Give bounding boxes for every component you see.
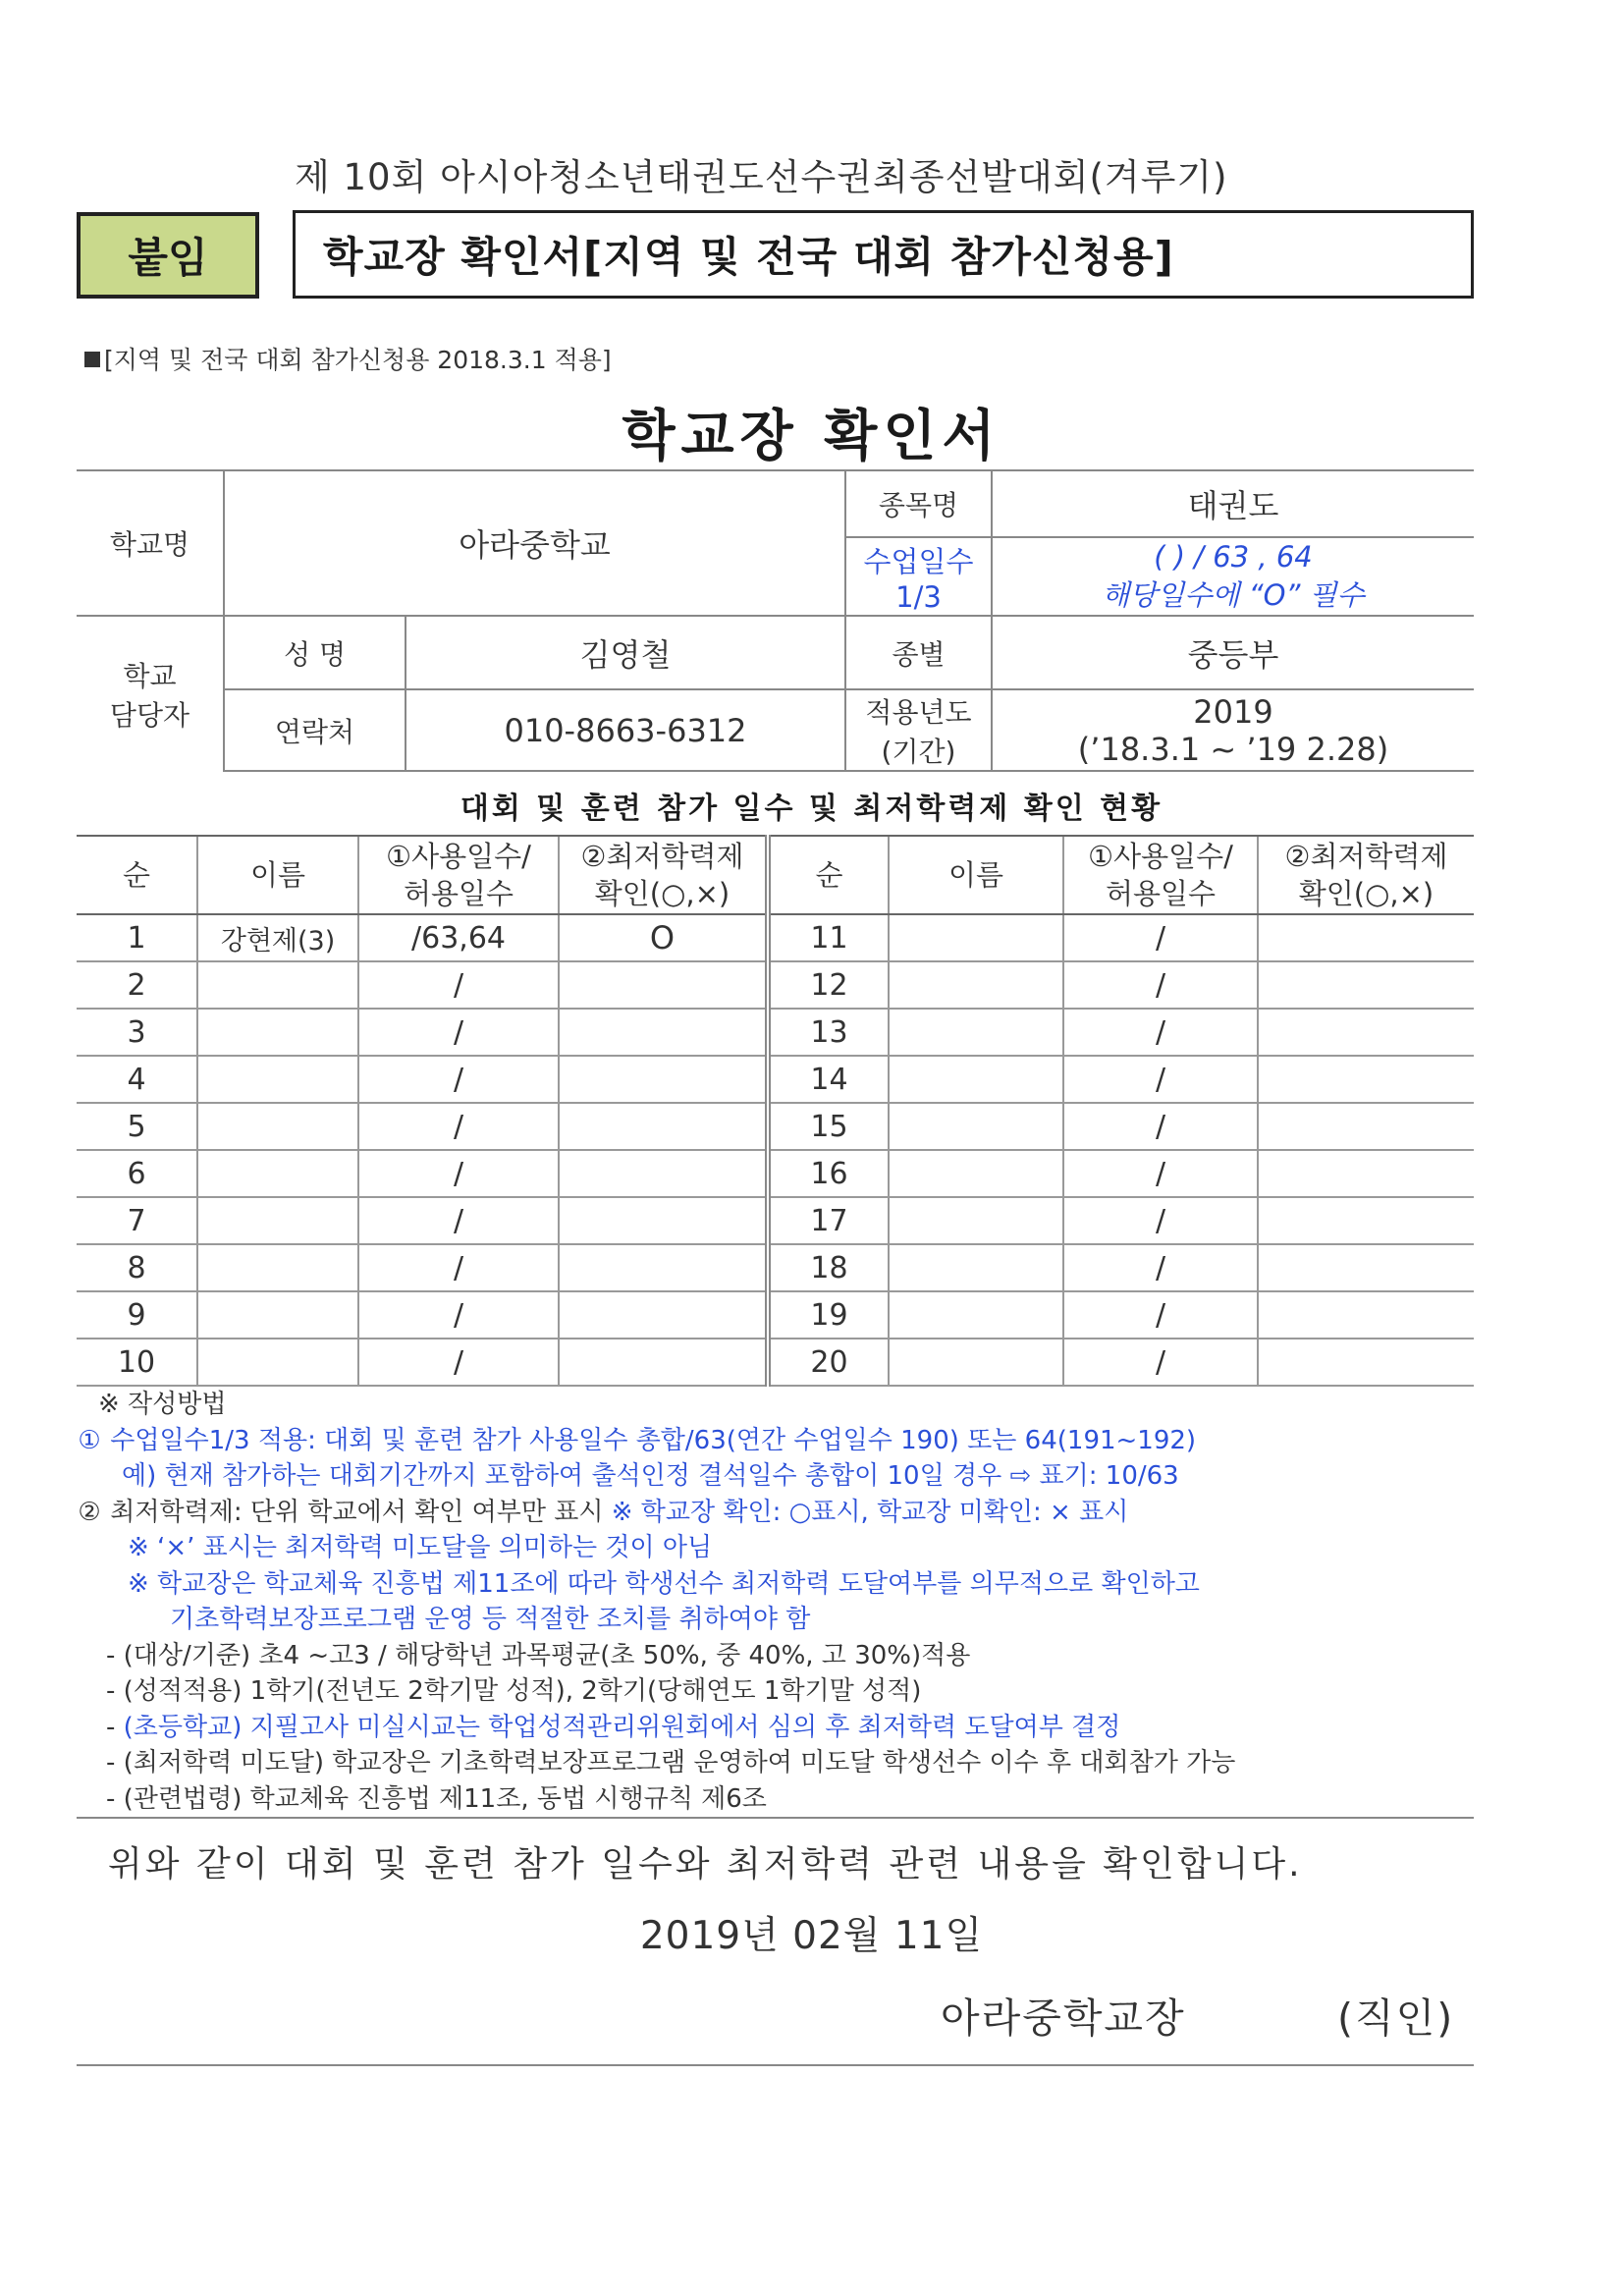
- principal-title: 아라중학교장: [941, 1995, 1186, 2042]
- row-days-right: /: [1063, 1056, 1258, 1103]
- col-no: 순: [77, 836, 197, 914]
- row-days-right: /: [1063, 1244, 1258, 1291]
- row-name-right: [889, 1197, 1063, 1244]
- row-days-right: /: [1063, 1103, 1258, 1150]
- square-bullet-icon: [84, 352, 100, 367]
- table-row: [77, 1291, 1474, 1339]
- note-1-text: 수업일수1/3 적용: 대회 및 훈련 참가 사용일수 총합/63(연간 수업일수 190) 또는 64(191~192): [110, 1425, 1197, 1455]
- col-no-right: 순: [768, 836, 889, 914]
- table-row: [77, 914, 1474, 961]
- row-check: [559, 1244, 768, 1291]
- col-days-right: [1063, 836, 1258, 914]
- detail-3-text: (초등학교) 지필고사 미실시교는 학업성적관리위원회에서 심의 후 최저학력 도달여부 결정: [123, 1712, 1121, 1742]
- row-days-right: /: [1063, 1339, 1258, 1386]
- participation-table: [77, 835, 1474, 1387]
- class-days-label-line1: 수업일수: [863, 544, 974, 578]
- division-value: 중등부: [992, 616, 1474, 689]
- section-title: 대회 및 훈련 참가 일수 및 최저학력제 확인 현황: [460, 792, 1163, 826]
- row-number: 6: [77, 1150, 197, 1197]
- row-name-right: [889, 914, 1063, 961]
- row-check-right: [1258, 1009, 1474, 1056]
- event-value: 태권도: [992, 470, 1474, 537]
- row-days-right: /: [1063, 1197, 1258, 1244]
- row-days: /: [358, 1291, 559, 1339]
- note-1-number: ①: [78, 1425, 101, 1455]
- row-number-right: 19: [768, 1291, 889, 1339]
- issue-date: 2019년 02월 11일: [639, 1914, 984, 1958]
- table-row: [77, 961, 1474, 1009]
- note-2-sub-1: ※ ‘×’ 표시는 최저학력 미도달을 의미하는 것이 아님: [128, 1533, 713, 1562]
- row-number-right: 18: [768, 1244, 889, 1291]
- table-row: [77, 1244, 1474, 1291]
- row-name: [197, 1009, 358, 1056]
- row-name: [197, 1197, 358, 1244]
- bottom-divider: [77, 2064, 1474, 2066]
- row-name-right: [889, 1244, 1063, 1291]
- note-2-sub-3: 기초학력보장프로그램 운영 등 적절한 조치를 취하여야 함: [170, 1605, 811, 1634]
- class-days-value-line1: ( ) / 63 , 64: [1154, 539, 1313, 574]
- row-number: 5: [77, 1103, 197, 1150]
- row-days: /: [358, 1339, 559, 1386]
- row-check-right: [1258, 1103, 1474, 1150]
- detail-2: - (성적적용) 1학기(전년도 2학기말 성적), 2학기(당해연도 1학기말 성적): [106, 1676, 922, 1706]
- name-label: 성 명: [224, 616, 406, 689]
- col-days-line2: 허용일수: [403, 877, 514, 910]
- row-number: 7: [77, 1197, 197, 1244]
- row-name: [197, 1150, 358, 1197]
- division-label: 종별: [845, 616, 992, 689]
- row-number-right: 11: [768, 914, 889, 961]
- row-check-right: [1258, 1150, 1474, 1197]
- note-2-number: ②: [78, 1497, 101, 1527]
- col-days-right-line1: ①사용일수/: [1088, 840, 1233, 873]
- note-2-text: 최저학력제: 단위 학교에서 확인 여부만 표시: [110, 1497, 612, 1527]
- table-row: [77, 1339, 1474, 1386]
- col-days-line1: ①사용일수/: [386, 840, 531, 873]
- row-number-right: 15: [768, 1103, 889, 1150]
- row-name: 강현제(3): [197, 914, 358, 961]
- manager-label: [77, 616, 224, 771]
- note-2: [77, 1495, 1490, 1531]
- col-min-academic: [559, 836, 768, 914]
- row-days-right: /: [1063, 1009, 1258, 1056]
- row-number: 9: [77, 1291, 197, 1339]
- instructions: [77, 1387, 1490, 1817]
- detail-5: - (관련법령) 학교체육 진흥법 제11조, 동법 시행규칙 제6조: [106, 1783, 767, 1814]
- row-number-right: 13: [768, 1009, 889, 1056]
- note-1: [77, 1423, 1490, 1459]
- year-label-line1: 적용년도: [865, 695, 972, 729]
- row-days: /: [358, 1009, 559, 1056]
- row-number-right: 20: [768, 1339, 889, 1386]
- col-days: [358, 836, 559, 914]
- row-days-right: /: [1063, 914, 1258, 961]
- row-name: [197, 1056, 358, 1103]
- row-name: [197, 1291, 358, 1339]
- table-header-row: [77, 836, 1474, 914]
- row-number: 1: [77, 914, 197, 961]
- row-check: [559, 1056, 768, 1103]
- row-check-right: [1258, 1339, 1474, 1386]
- row-days: /63,64: [358, 914, 559, 961]
- row-days: /: [358, 1103, 559, 1150]
- row-number: 3: [77, 1009, 197, 1056]
- year-value-line1: 2019: [1193, 692, 1273, 731]
- row-check: [559, 1150, 768, 1197]
- row-check: [559, 961, 768, 1009]
- col-min-line1: ②최저학력제: [580, 840, 744, 873]
- note-1-example: 예) 현재 참가하는 대회기간까지 포함하여 출석인정 결석일수 총합이 10일 경우 ⇨ 표기: 10/63: [122, 1461, 1179, 1491]
- official-seal: (직인): [1337, 1995, 1455, 2042]
- row-check-right: [1258, 1197, 1474, 1244]
- row-name: [197, 1244, 358, 1291]
- row-days-right: /: [1063, 1291, 1258, 1339]
- row-number: 2: [77, 961, 197, 1009]
- confirmation-text: 위와 같이 대회 및 훈련 참가 일수와 최저학력 관련 내용을 확인합니다.: [108, 1844, 1303, 1885]
- row-days: /: [358, 1197, 559, 1244]
- row-check-right: [1258, 961, 1474, 1009]
- name-value: 김영철: [406, 616, 845, 689]
- instructions-heading: ※ 작성방법: [98, 1390, 227, 1419]
- row-days: /: [358, 1150, 559, 1197]
- detail-3-dash: -: [106, 1712, 124, 1742]
- page-title: 학교장 확인서: [622, 405, 1001, 468]
- table-row: [77, 1150, 1474, 1197]
- table-row: [77, 1009, 1474, 1056]
- year-label-line2: (기간): [881, 735, 956, 768]
- class-days-label-line2: 1/3: [895, 579, 942, 614]
- row-number-right: 12: [768, 961, 889, 1009]
- row-name-right: [889, 1056, 1063, 1103]
- row-check: O: [559, 914, 768, 961]
- row-number-right: 17: [768, 1197, 889, 1244]
- col-name: 이름: [197, 836, 358, 914]
- contact-label: 연락처: [224, 689, 406, 771]
- row-number: 10: [77, 1339, 197, 1386]
- col-min-academic-right: [1258, 836, 1474, 914]
- row-name-right: [889, 961, 1063, 1009]
- col-min-line2: 확인(○,×): [594, 877, 730, 910]
- contest-title: 제 10회 아시아청소년태권도선수권최종선발대회(겨루기): [295, 156, 1228, 198]
- manager-label-line2: 담당자: [109, 698, 190, 732]
- note-2-marking: ※ 학교장 확인: ○표시, 학교장 미확인: × 표시: [611, 1497, 1129, 1527]
- row-check: [559, 1339, 768, 1386]
- row-name-right: [889, 1339, 1063, 1386]
- row-check: [559, 1103, 768, 1150]
- attachment-tag: 붙임: [77, 212, 259, 299]
- info-table: [77, 469, 1474, 772]
- row-number-right: 14: [768, 1056, 889, 1103]
- class-days-value-line2: 해당일수에 “O” 필수: [1102, 577, 1365, 612]
- row-check: [559, 1197, 768, 1244]
- document-header: 학교장 확인서[지역 및 전국 대회 참가신청용]: [293, 210, 1474, 299]
- row-days-right: /: [1063, 961, 1258, 1009]
- class-days-label: [845, 537, 992, 616]
- table-row: [77, 1197, 1474, 1244]
- row-name: [197, 1103, 358, 1150]
- row-name-right: [889, 1103, 1063, 1150]
- class-days-value: [992, 537, 1474, 616]
- school-name: 아라중학교: [224, 470, 845, 616]
- row-days: /: [358, 1244, 559, 1291]
- event-label: 종목명: [845, 470, 992, 537]
- col-days-right-line2: 허용일수: [1105, 877, 1217, 910]
- detail-1: - (대상/기준) 초4 ~고3 / 해당학년 과목평균(초 50%, 중 40%, 고 30%)적용: [106, 1640, 971, 1670]
- col-min-right-line2: 확인(○,×): [1298, 877, 1434, 910]
- row-name-right: [889, 1291, 1063, 1339]
- row-check-right: [1258, 1244, 1474, 1291]
- row-check: [559, 1291, 768, 1339]
- detail-4: - (최저학력 미도달) 학교장은 기초학력보장프로그램 운영하여 미도달 학생선수 이수 후 대회참가 가능: [106, 1748, 1236, 1777]
- row-days: /: [358, 961, 559, 1009]
- note-2-sub-2: ※ 학교장은 학교체육 진흥법 제11조에 따라 학생선수 최저학력 도달여부를 의무적으로 확인하고: [128, 1568, 1200, 1599]
- school-label: 학교명: [77, 470, 224, 616]
- row-name-right: [889, 1009, 1063, 1056]
- row-name: [197, 1339, 358, 1386]
- table-row: [77, 1056, 1474, 1103]
- col-min-right-line1: ②최저학력제: [1284, 840, 1448, 873]
- apply-note: [84, 341, 612, 376]
- manager-label-line1: 학교: [123, 659, 177, 692]
- row-name: [197, 961, 358, 1009]
- year-value: [992, 689, 1474, 771]
- row-check: [559, 1009, 768, 1056]
- row-number: 4: [77, 1056, 197, 1103]
- table-row: [77, 1103, 1474, 1150]
- divider: [77, 1817, 1474, 1819]
- year-label: [845, 689, 992, 771]
- row-check-right: [1258, 914, 1474, 961]
- apply-note-text: [지역 및 전국 대회 참가신청용 2018.3.1 적용]: [104, 346, 612, 374]
- row-number-right: 16: [768, 1150, 889, 1197]
- row-days: /: [358, 1056, 559, 1103]
- row-name-right: [889, 1150, 1063, 1197]
- row-check-right: [1258, 1056, 1474, 1103]
- contact-value: 010-8663-6312: [406, 689, 845, 771]
- col-name-right: 이름: [889, 836, 1063, 914]
- row-days-right: /: [1063, 1150, 1258, 1197]
- detail-3: [77, 1710, 1490, 1746]
- year-value-line2: (’18.3.1 ~ ’19 2.28): [1077, 730, 1389, 768]
- row-number: 8: [77, 1244, 197, 1291]
- row-check-right: [1258, 1291, 1474, 1339]
